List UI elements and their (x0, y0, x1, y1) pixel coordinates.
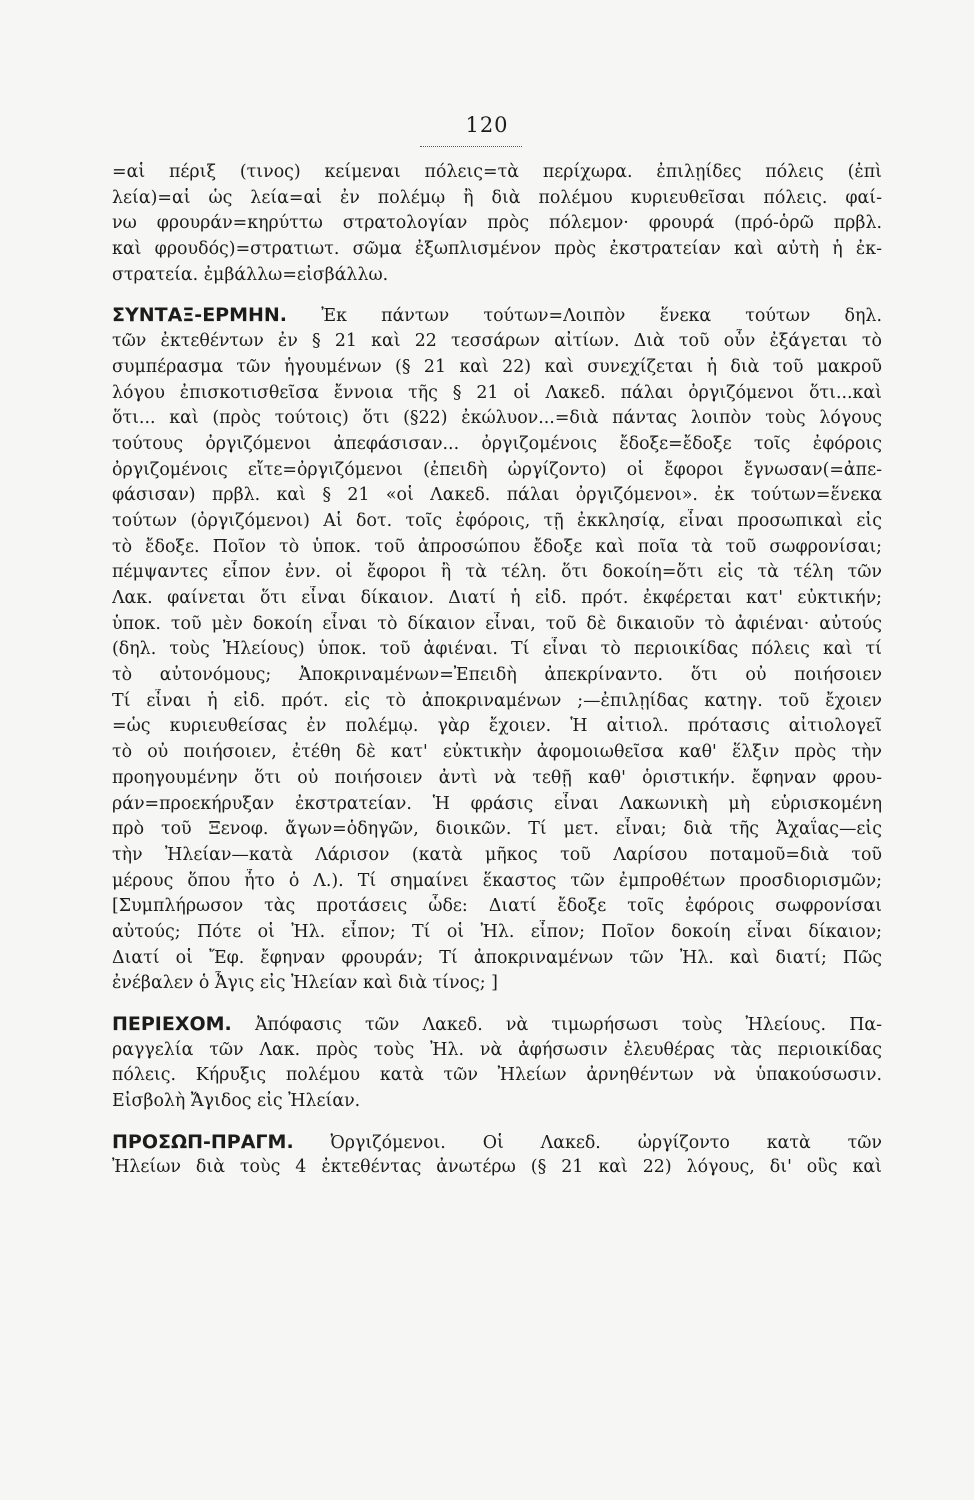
text-line: λεία)=αἱ ὡς λεία=αἱ ἐν πολέμῳ ἢ διὰ πολέμου κυριευθεῖσαι πόλεις. φαί- (112, 187, 882, 208)
text-line: πρὸ τοῦ Ξενοφ. ἄγων=ὁδηγῶν, διοικῶν. Τί μετ. εἶναι; διὰ τῆς Ἀχαΐας—εἰς (112, 819, 882, 840)
persons-first-line: Ὀργιζόμενοι. Οἱ Λακεδ. ὠργίζοντο κατὰ τῶν (330, 1132, 882, 1153)
text-line: Εἰσβολὴ Ἄγιδος εἰς Ἠλείαν. (112, 1091, 361, 1112)
section-gap (112, 997, 882, 1012)
syntax-first-line: Ἐκ πάντων τούτων=Λοιπὸν ἕνεκα τούτων δηλ. (321, 306, 882, 327)
text-line: ράν=προεκήρυξαν ἐκστρατείαν. Ἡ φράσις εἶναι Λακωνικὴ μὴ εὑρισκομένη (112, 793, 882, 814)
text-line: ἐνέβαλεν ὁ Ἆγις εἰς Ἠλείαν καὶ διὰ τίνος; ] (112, 973, 498, 994)
text-line: τὸ ἔδοξε. Ποῖον τὸ ὑποκ. τοῦ ἀπροσώπου ἔδοξε καὶ ποῖα τὰ τοῦ σωφρονίσαι; (112, 536, 882, 557)
text-line: λόγου ἐπισκοτισθεῖσα ἔννοια τῆς § 21 οἱ Λακεδ. πάλαι ὀργιζόμενοι ὅτι...καὶ (112, 382, 882, 403)
text-line: τῶν ἐκτεθέντων ἐν § 21 καὶ 22 τεσσάρων αἰτίων. Διὰ τοῦ οὖν ἐξάγεται τὸ (112, 331, 882, 352)
text-line: ραγγελία τῶν Λακ. πρὸς τοὺς Ἠλ. νὰ ἀφήσωσιν ἐλευθέρας τὰς περιοικίδας (112, 1039, 882, 1060)
text-line: Ἠλείων διὰ τοὺς 4 ἐκτεθέντας ἀνωτέρω (§ 21 καὶ 22) λόγους, δι' οὓς καὶ (112, 1157, 882, 1178)
contents-section-title: ΠΕΡΙΕΧΟΜ. (112, 1013, 232, 1035)
page-number-rule (420, 146, 522, 147)
text-line: Τί εἶναι ἡ εἰδ. πρότ. εἰς τὸ ἀποκριναμένων ;—ἐπιλῃίδας κατηγ. τοῦ ἔχοιεν (112, 690, 882, 711)
text-line: =αἱ πέριξ (τινος) κείμεναι πόλεις=τὰ περίχωρα. ἐπιλῃίδες πόλεις (ἐπὶ (112, 162, 882, 182)
text-line: [Συμπλήρωσον τὰς προτάσεις ὧδε: Διατί ἔδοξε τοῖς ἐφόροις σωφρονίσαι (112, 896, 882, 917)
text-line: ὅτι... καὶ (πρὸς τούτοις) ὅτι (§22) ἐκώλυον...=διὰ πάντας λοιπὸν τοὺς λόγους (112, 408, 882, 429)
syntax-section-title: ΣΥΝΤΑΞ-ΕΡΜΗΝ. (112, 304, 288, 327)
persons-section-title: ΠΡΟΣΩΠ-ΠΡΑΓΜ. (112, 1130, 294, 1153)
text-line: συμπέρασμα τῶν ἡγουμένων (§ 21 καὶ 22) καὶ συνεχίζεται ἡ διὰ τοῦ μακροῦ (112, 356, 882, 377)
page-number: 120 (465, 113, 509, 137)
text-line: Διατί οἱ Ἔφ. ἔφηναν φρουράν; Τί ἀποκριναμένων τῶν Ἠλ. καὶ διατί; Πῶς (112, 947, 882, 968)
text-line: νω φρουράν=κηρύττω στρατολογίαν πρὸς πόλεμον· φρουρά (πρό-ὁρῶ πρβλ. (112, 213, 882, 234)
text-line: =ὡς κυριευθείσας ἐν πολέμῳ. γὰρ ἔχοιεν. Ἡ αἰτιολ. πρότασις αἰτιολογεῖ (112, 716, 882, 737)
text-line: καὶ φρουδός)=στρατιωτ. σῶμα ἐξωπλισμένον πρὸς ἐκστρατείαν καὶ αὐτὴ ἡ ἐκ- (112, 239, 882, 260)
contents-heading-line (112, 1012, 882, 1038)
text-line: αὐτούς; Πότε οἱ Ἠλ. εἶπον; Τί οἱ Ἠλ. εἶπον; Ποῖον δοκοίη εἶναι δίκαιον; (112, 921, 882, 942)
text-line: τὸ οὐ ποιήσοιεν, ἐτέθη δὲ κατ' εὐκτικὴν ἀφομοιωθεῖσα καθ' ἕλξιν πρὸς τὴν (112, 742, 882, 763)
text-line: πόλεις. Κήρυξις πολέμου κατὰ τῶν Ἠλείων ἀρνηθέντων νὰ ὑπακούσωσιν. (112, 1065, 882, 1086)
text-line: (δηλ. τοὺς Ἠλείους) ὑποκ. τοῦ ἀφιέναι. Τί εἶναι τὸ περιοικίδας πόλεις καὶ τί (112, 639, 882, 660)
text-line: τὸ αὐτονόμους; Ἀποκριναμένων=Ἐπειδὴ ἀπεκρίναντο. ὅτι οὐ ποιήσοιεν (112, 665, 882, 686)
text-line: πέμψαντες εἶπον ἐνν. οἱ ἔφοροι ἢ τὰ τέλη. ὅτι δοκοίη=ὅτι εἰς τὰ τέλη τῶν (112, 562, 882, 583)
persons-heading-line (112, 1130, 882, 1156)
text-line: Λακ. φαίνεται ὅτι εἶναι δίκαιον. Διατί ἡ εἰδ. πρότ. ἐκφέρεται κατ' εὐκτικήν; (112, 588, 882, 608)
text-line: ὀργιζομένοις εἴτε=ὀργιζόμενοι (ἐπειδὴ ὠργίζοντο) οἱ ἔφοροι ἔγνωσαν(=ἀπε- (112, 459, 882, 480)
text-line: προηγουμένην ὅτι οὐ ποιήσοιεν ἀντὶ νὰ τεθῇ καθ' ὁριστικήν. ἔφηναν φρου- (112, 767, 882, 788)
text-line: τούτους ὀργιζόμενοι ἀπεφάσισαν... ὀργιζομένοις ἔδοξε=ἔδοξε τοῖς ἐφόροις (112, 433, 882, 454)
page-text (112, 160, 882, 1181)
section-gap (112, 288, 882, 303)
text-line: τούτων (ὀργιζόμενοι) Αἱ δοτ. τοῖς ἐφόροις, τῇ ἐκκλησίᾳ, εἶναι προσωπικαὶ εἰς (112, 510, 882, 531)
text-line: μέρους ὅπου ἦτο ὁ Λ.). Τί σημαίνει ἕκαστος τῶν ἐμπροθέτων προσδιορισμῶν; (112, 870, 882, 891)
text-line: στρατεία. ἐμβάλλω=εἰσβάλλω. (112, 264, 389, 285)
text-line: ὑποκ. τοῦ μὲν δοκοίη εἶναι τὸ δίκαιον εἶναι, τοῦ δὲ δικαιοῦν τὸ ἀφιέναι· αὐτούς (112, 613, 882, 634)
text-line: φάσισαν) πρβλ. καὶ § 21 «οἱ Λακεδ. πάλαι ὀργιζόμενοι». ἐκ τούτων=ἕνεκα (112, 485, 882, 506)
section-gap (112, 1115, 882, 1130)
contents-first-line: Ἀπόφασις τῶν Λακεδ. νὰ τιμωρήσωσι τοὺς Ἠλείους. Πα- (254, 1015, 882, 1035)
text-line: τὴν Ἠλείαν—κατὰ Λάρισον (κατὰ μῆκος τοῦ Λαρίσου ποταμοῦ=διὰ τοῦ (112, 844, 882, 865)
syntax-heading-line (112, 303, 882, 329)
